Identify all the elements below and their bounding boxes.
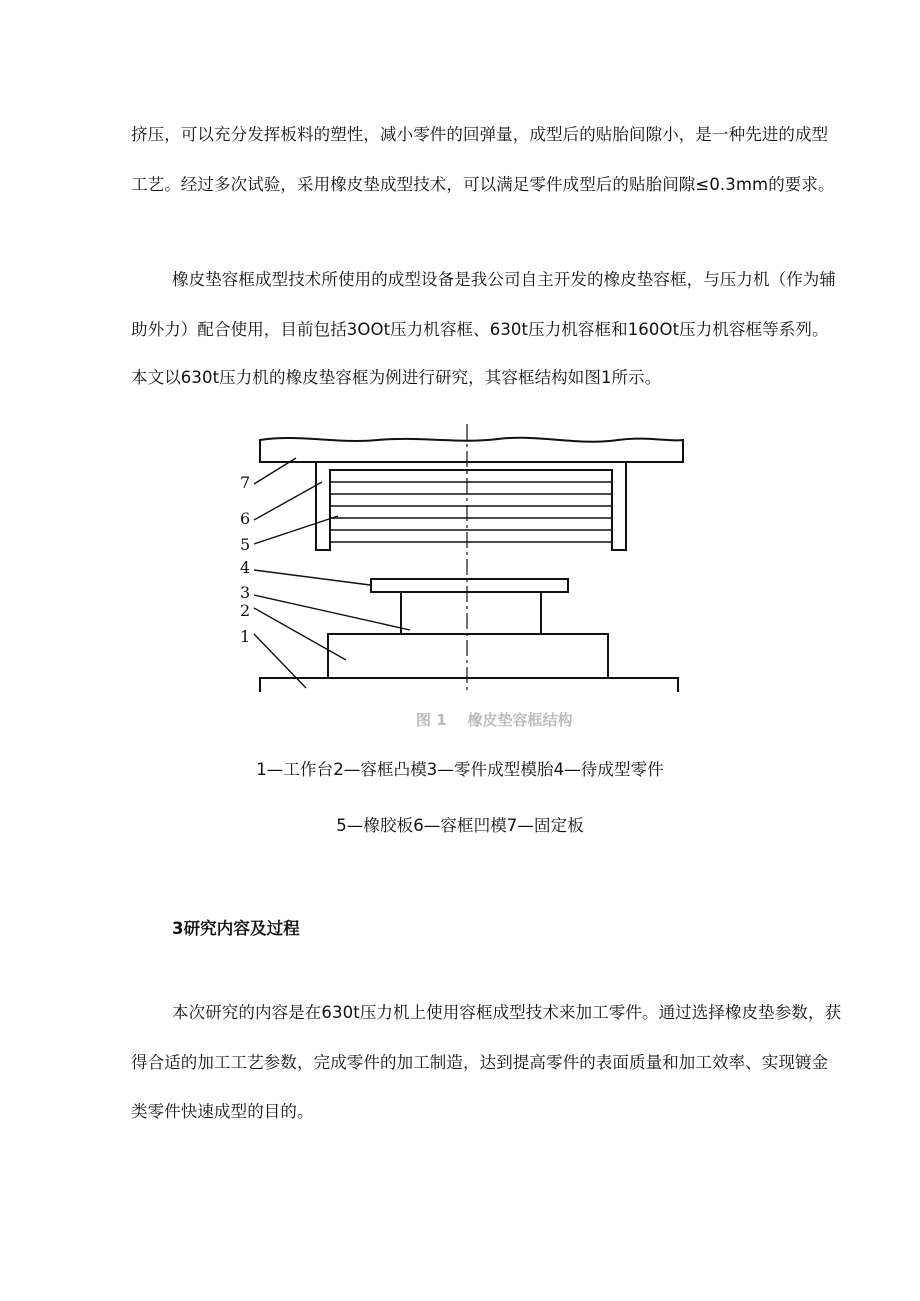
paragraph-2-line-2: 助外力）配合使用，目前包括3OOt压力机容框、630t压力机容框和160Ot压力机容框等系列。 <box>131 320 829 339</box>
paragraph-2-line-3: 本文以630t压力机的橡皮垫容框为例进行研究，其容框结构如图1所示。 <box>131 368 662 387</box>
paragraph-1-line-2: 工艺。经过多次试验，采用橡皮垫成型技术，可以满足零件成型后的贴胎间隙≤0.3mm的要求。 <box>131 175 835 194</box>
label-7: 7 <box>240 473 251 492</box>
legend-line-1: 1—工作台2—容框凸模3—零件成型模胎4—待成型零件 <box>256 760 664 779</box>
section-line-1: 本次研究的内容是在630t压力机上使用容框成型技术来加工零件。通过选择橡皮垫参数，获 <box>172 1003 842 1022</box>
paragraph-2-line-1: 橡皮垫容框成型技术所使用的成型设备是我公司自主开发的橡皮垫容框，与压力机（作为辅 <box>172 270 836 289</box>
label-1: 1 <box>240 627 251 646</box>
section-line-2: 得合适的加工工艺参数，完成零件的加工制造，达到提高零件的表面质量和加工效率、实现镀金 <box>131 1053 829 1072</box>
label-6: 6 <box>240 509 251 528</box>
section-heading: 3研究内容及过程 <box>172 919 300 938</box>
worktable <box>260 678 678 692</box>
leader-lines <box>254 458 410 688</box>
section-line-3: 类零件快速成型的目的。 <box>131 1102 314 1121</box>
figure-caption: 图 1 橡皮垫容框结构 <box>416 711 573 729</box>
structure-diagram <box>238 420 698 740</box>
label-2: 2 <box>240 601 251 620</box>
fixed-plate <box>260 438 683 462</box>
legend-line-2: 5—橡胶板6—容框凹模7—固定板 <box>336 816 584 835</box>
label-4: 4 <box>240 558 251 577</box>
paragraph-1-line-1: 挤压，可以充分发挥板料的塑性，减小零件的回弹量，成型后的贴胎间隙小，是一种先进的成型 <box>131 125 829 144</box>
rubber-plates <box>330 482 612 542</box>
figure-rubber-pad-container-structure <box>238 420 698 740</box>
label-5: 5 <box>240 535 251 554</box>
container-punch <box>328 634 608 678</box>
label-3: 3 <box>240 583 251 602</box>
part-to-be-formed <box>371 579 568 592</box>
